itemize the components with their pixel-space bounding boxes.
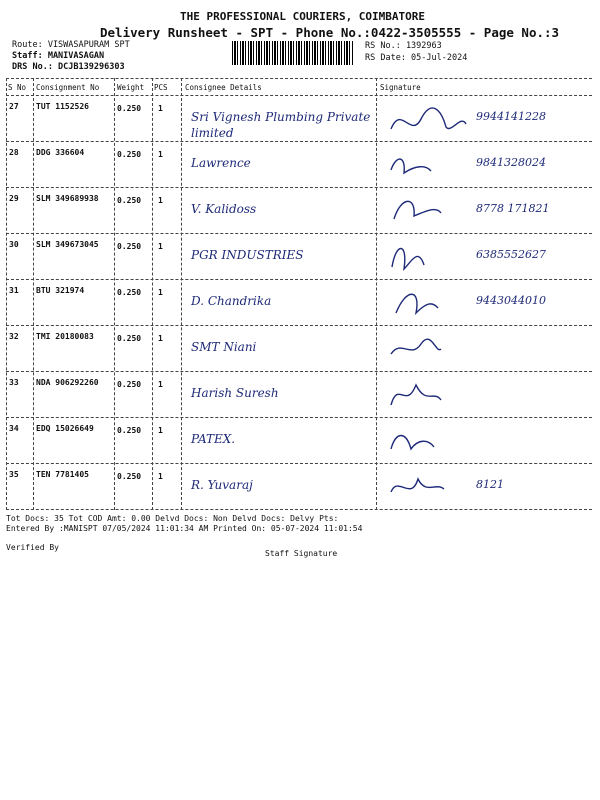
row-divider — [6, 279, 592, 280]
row-weight: 0.250 — [117, 196, 142, 205]
row-signature-phone: 8778 171821 — [476, 202, 550, 215]
row-sno: 34 — [9, 424, 19, 433]
row-pcs: 1 — [158, 334, 163, 343]
runsheet-meta-left — [12, 40, 130, 73]
row-consignment-no: BTU 321974 — [36, 286, 85, 295]
col-header-signature: Signature — [380, 83, 421, 92]
signature-scribble — [386, 237, 476, 277]
col-divider — [6, 78, 7, 510]
row-signature-phone: 8121 — [476, 478, 504, 491]
row-sno: 28 — [9, 148, 19, 157]
row-consignment-no: SLM 349673045 — [36, 240, 99, 249]
col-divider — [33, 78, 34, 510]
row-pcs: 1 — [158, 242, 163, 251]
row-sno: 33 — [9, 378, 19, 387]
row-pcs: 1 — [158, 196, 163, 205]
row-pcs: 1 — [158, 288, 163, 297]
row-pcs: 1 — [158, 472, 163, 481]
row-consignee-handwritten: D. Chandrika — [191, 294, 272, 308]
col-divider — [114, 78, 115, 510]
signature-scribble — [386, 421, 476, 461]
col-divider — [376, 78, 377, 510]
row-pcs: 1 — [158, 150, 163, 159]
row-signature-phone: 9841328024 — [476, 156, 546, 169]
signature-scribble — [386, 329, 476, 369]
row-consignment-no: TEN 7781405 — [36, 470, 89, 479]
row-consignment-no: NDA 906292260 — [36, 378, 99, 387]
row-consignment-no: TMI 20180083 — [36, 332, 94, 341]
row-consignee-handwritten: SMT Niani — [191, 340, 257, 354]
row-sno: 29 — [9, 194, 19, 203]
runsheet-meta-right — [365, 40, 467, 64]
row-weight: 0.250 — [117, 426, 142, 435]
row-weight: 0.250 — [117, 150, 142, 159]
row-sno: 27 — [9, 102, 19, 111]
row-divider — [6, 417, 592, 418]
row-weight: 0.250 — [117, 334, 142, 343]
col-divider — [181, 78, 182, 510]
row-consignee-handwritten: Harish Suresh — [191, 386, 279, 400]
staff-text: Staff: MANIVASAGAN — [12, 51, 105, 61]
row-weight: 0.250 — [117, 104, 142, 113]
row-signature-phone: 6385552627 — [476, 248, 546, 261]
row-consignee-handwritten: Lawrence — [191, 156, 251, 170]
row-consignee-handwritten: R. Yuvaraj — [191, 478, 253, 492]
row-consignment-no: DDG 336604 — [36, 148, 85, 157]
row-sno: 31 — [9, 286, 19, 295]
signature-scribble — [386, 375, 476, 415]
row-divider — [6, 233, 592, 234]
row-signature-phone: 9443044010 — [476, 294, 546, 307]
signature-scribble — [386, 283, 476, 323]
staff-signature-label: Staff Signature — [265, 549, 338, 558]
col-divider — [152, 78, 153, 510]
row-pcs: 1 — [158, 104, 163, 113]
row-divider — [6, 509, 592, 510]
row-signature-phone: 9944141228 — [476, 110, 546, 123]
rs-number: RS No.: 1392963 — [365, 41, 442, 51]
row-divider — [6, 141, 592, 142]
header-divider — [6, 95, 592, 96]
row-weight: 0.250 — [117, 242, 142, 251]
row-sno: 32 — [9, 332, 19, 341]
company-title: THE PROFESSIONAL COURIERS, COIMBATORE — [180, 10, 426, 23]
row-divider — [6, 187, 592, 188]
row-consignee-handwritten: PGR INDUSTRIES — [191, 248, 304, 262]
drs-number: DRS No.: DCJB139296303 — [12, 62, 125, 72]
row-divider — [6, 325, 592, 326]
signature-scribble — [386, 99, 476, 139]
rs-date: RS Date: 05-Jul-2024 — [365, 53, 468, 63]
runsheet-table — [6, 78, 592, 510]
runsheet-subtitle: Delivery Runsheet - SPT - Phone No.:0422-3505555 - Page No.:3 — [100, 25, 560, 40]
col-header-pcs: PCS — [154, 83, 168, 92]
col-header-consignment: Consignment No — [36, 83, 100, 92]
verified-by-label: Verified By — [6, 543, 59, 552]
col-header-consignee: Consignee Details — [185, 83, 262, 92]
totals-line: Tot Docs: 35 Tot COD Amt: 0.00 Delvd Docs: Non Delvd Docs: Delvy Pts: — [6, 514, 339, 523]
signature-scribble — [386, 191, 476, 231]
route-text: Route: VISWASAPURAM SPT — [12, 40, 130, 50]
row-weight: 0.250 — [117, 288, 142, 297]
barcode-image — [232, 41, 354, 65]
row-consignment-no: TUT 1152526 — [36, 102, 89, 111]
row-weight: 0.250 — [117, 472, 142, 481]
row-consignment-no: SLM 349689938 — [36, 194, 99, 203]
signature-scribble — [386, 145, 476, 185]
row-consignee-handwritten: V. Kalidoss — [191, 202, 257, 216]
entered-by-line: Entered By :MANISPT 07/05/2024 11:01:34 AM Printed On: 05-07-2024 11:01:54 — [6, 524, 363, 533]
row-divider — [6, 463, 592, 464]
table-border-top — [6, 78, 592, 79]
signature-scribble — [386, 467, 476, 507]
row-consignee-handwritten: PATEX. — [191, 432, 236, 446]
col-header-sno: S No — [8, 83, 27, 92]
row-consignment-no: EDQ 15026649 — [36, 424, 94, 433]
col-header-weight: Weight — [117, 83, 145, 92]
row-weight: 0.250 — [117, 380, 142, 389]
row-sno: 35 — [9, 470, 19, 479]
row-pcs: 1 — [158, 380, 163, 389]
row-consignee-handwritten: Sri Vignesh Plumbing Private limited — [191, 110, 371, 140]
row-sno: 30 — [9, 240, 19, 249]
row-pcs: 1 — [158, 426, 163, 435]
row-divider — [6, 371, 592, 372]
